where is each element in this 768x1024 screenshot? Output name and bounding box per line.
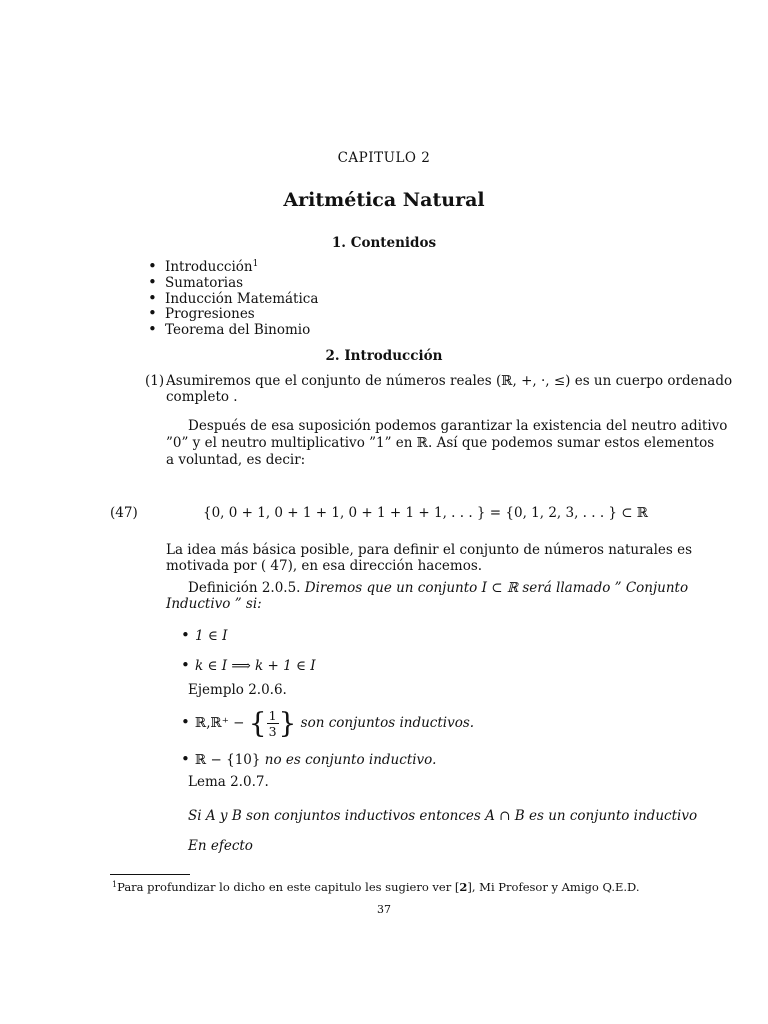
paragraph-line: motivada por ( 47), en esa dirección hacemos. bbox=[166, 558, 483, 574]
proof-start: En efecto bbox=[188, 838, 253, 854]
footnote bbox=[112, 880, 640, 894]
definition-bullet bbox=[181, 657, 316, 674]
bullet-icon bbox=[181, 628, 195, 644]
section-contenidos-heading: 1. Contenidos bbox=[331, 235, 437, 251]
definition-label: Definición 2.0.5. bbox=[188, 580, 301, 596]
bullet-icon bbox=[181, 752, 195, 768]
bullet-icon bbox=[181, 715, 195, 731]
footnote-rule bbox=[110, 874, 190, 875]
example-label: Ejemplo 2.0.6. bbox=[188, 682, 287, 698]
footnote-text: Para profundizar lo dicho en este capitulo les sugiero ver [ bbox=[117, 880, 460, 894]
fraction bbox=[267, 708, 279, 739]
item-text-line: completo . bbox=[166, 389, 238, 405]
footnote-marker: 1 bbox=[252, 259, 259, 269]
list-item bbox=[148, 259, 318, 275]
chapter-title: Aritmética Natural bbox=[283, 189, 485, 211]
bullet-math: ℝ − {10} bbox=[195, 752, 261, 768]
definition-bullet bbox=[181, 627, 228, 644]
footnote-ref: 2 bbox=[459, 880, 468, 894]
footnote-text: ], Mi Profesor y Amigo Q.E.D. bbox=[467, 880, 640, 894]
list-item-label: Progresiones bbox=[165, 306, 255, 323]
footnote-marker: 1 bbox=[112, 880, 118, 889]
list-item bbox=[148, 275, 318, 291]
paragraph-line: Después de esa suposición podemos garantizar la existencia del neutro aditivo bbox=[188, 418, 728, 434]
fraction-numerator: 1 bbox=[268, 708, 277, 723]
bullet-icon bbox=[181, 658, 195, 674]
equation-number: (47) bbox=[110, 505, 138, 521]
example-bullet bbox=[181, 751, 436, 768]
list-item-label: Introducción bbox=[165, 259, 253, 275]
list-item-label: Sumatorias bbox=[165, 274, 244, 291]
bullet-math: k ∈ I ⟹ k + 1 ∈ I bbox=[195, 658, 316, 674]
page-number: 37 bbox=[377, 903, 391, 916]
lemma-label: Lema 2.0.7. bbox=[188, 774, 269, 790]
right-brace: } bbox=[278, 706, 297, 740]
definition-text: Diremos que un conjunto I ⊂ ℝ será llamado ” Conjunto bbox=[304, 580, 689, 596]
list-item bbox=[148, 322, 318, 338]
section-introduccion-heading: 2. Introducción bbox=[325, 348, 443, 364]
list-item bbox=[148, 306, 318, 322]
bullet-text: no es conjunto inductivo. bbox=[264, 752, 437, 768]
fraction-denominator: 3 bbox=[268, 724, 277, 739]
bullet-math: ℝ,ℝ⁺ − bbox=[195, 715, 245, 731]
bullet-text: son conjuntos inductivos. bbox=[300, 715, 475, 731]
chapter-label: CAPITULO 2 bbox=[337, 150, 431, 166]
bullet-math: 1 ∈ I bbox=[195, 628, 228, 644]
equation: {0, 0 + 1, 0 + 1 + 1, 0 + 1 + 1 + 1, . . . } = {0, 1, 2, 3, . . . } ⊂ ℝ bbox=[203, 505, 649, 521]
left-brace: { bbox=[248, 706, 267, 740]
contents-list bbox=[148, 259, 318, 338]
item-text-line: Asumiremos que el conjunto de números reales (ℝ, +, ·, ≤) es un cuerpo ordenado bbox=[166, 373, 733, 389]
paragraph-line: La idea más básica posible, para definir el conjunto de números naturales es bbox=[166, 542, 693, 558]
list-item bbox=[148, 291, 318, 307]
paragraph-line: a voluntad, es decir: bbox=[166, 452, 306, 468]
definition-text-cont: Inductivo ” si: bbox=[166, 596, 262, 612]
paragraph-line: ”0” y el neutro multiplicativo ”1” en ℝ. Así que podemos sumar estos elementos bbox=[166, 435, 715, 451]
definition-line bbox=[188, 580, 688, 596]
example-bullet bbox=[181, 708, 474, 739]
item-number: (1) bbox=[145, 373, 165, 389]
list-item-label: Teorema del Binomio bbox=[165, 322, 311, 339]
lemma-statement: Si A y B son conjuntos inductivos entonces A ∩ B es un conjunto inductivo bbox=[188, 808, 698, 824]
list-item-label: Inducción Matemática bbox=[165, 290, 319, 307]
